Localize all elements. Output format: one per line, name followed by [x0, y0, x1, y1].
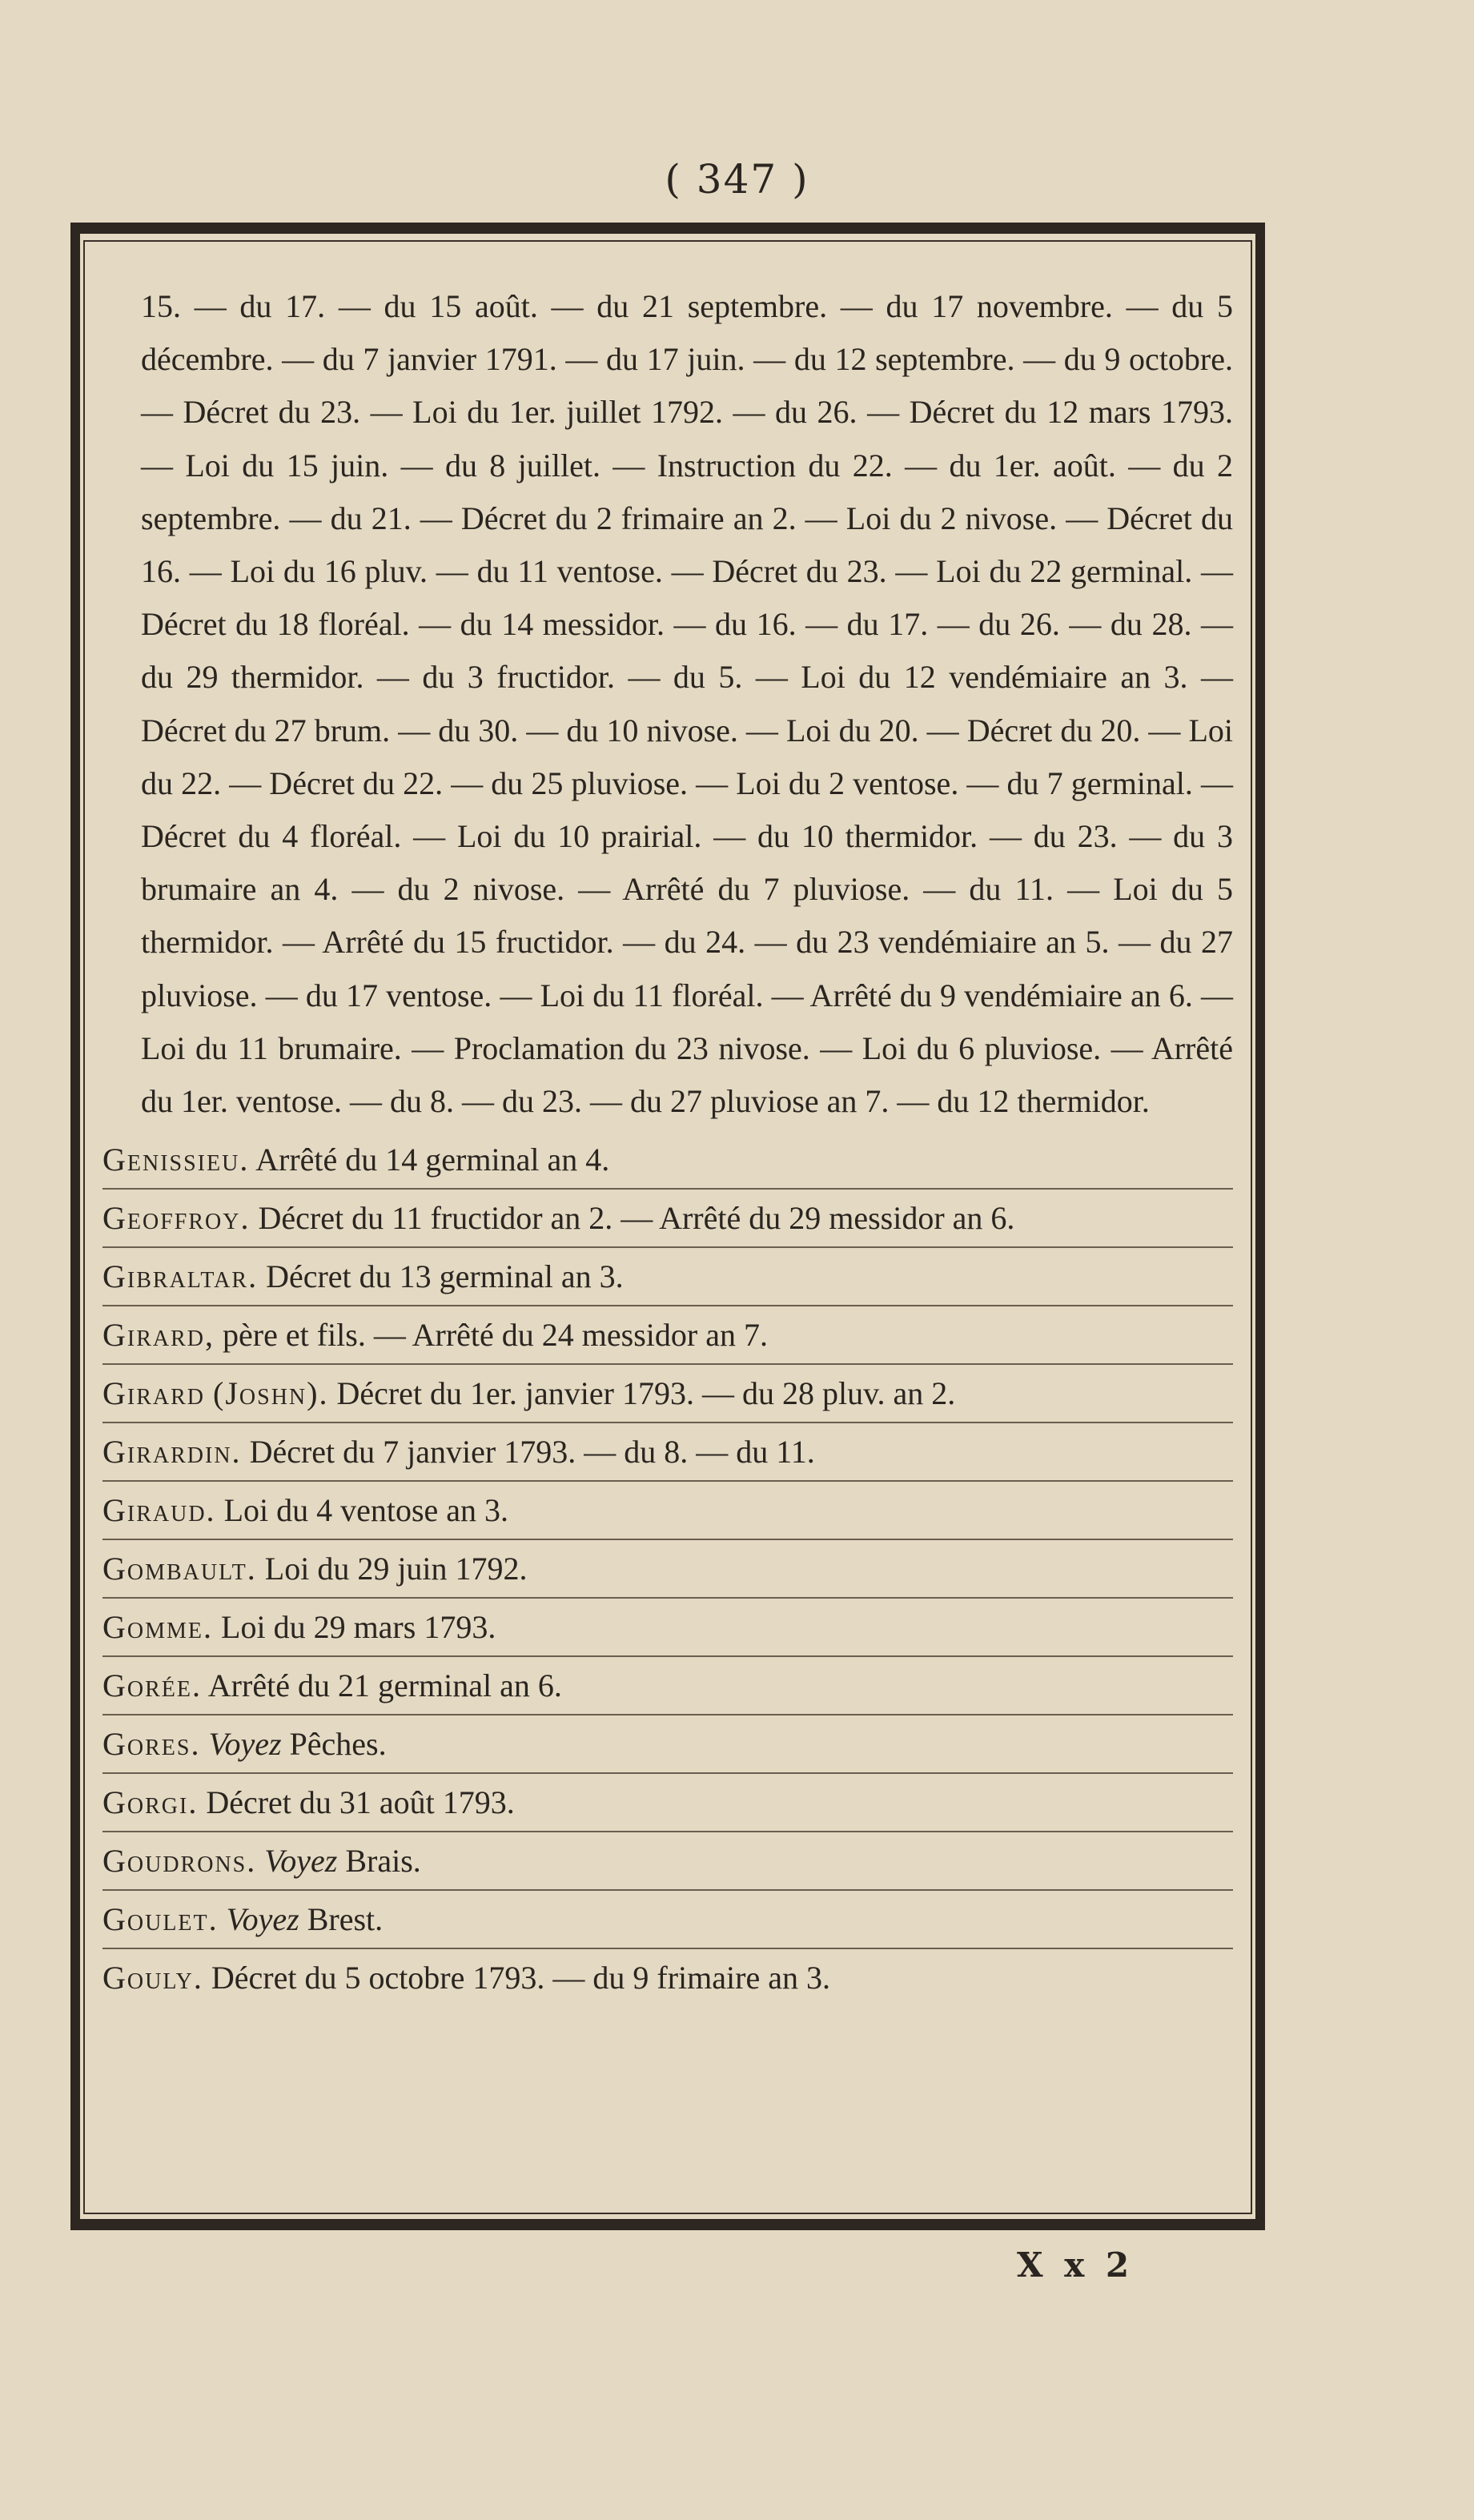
- index-entry: [102, 1188, 1233, 1246]
- entry-name: Gorgi.: [102, 1784, 199, 1821]
- index-entry: [102, 1948, 1233, 2006]
- index-entry: [102, 1246, 1233, 1305]
- entry-name-qualifier: (Joshn).: [213, 1375, 329, 1412]
- index-entry: [102, 1889, 1233, 1948]
- page-number: ( 347 ): [665, 156, 809, 203]
- entry-text: Arrêté du 21 germinal an 6.: [202, 1667, 562, 1704]
- entry-name: Goulet.: [102, 1901, 219, 1938]
- entry-name: Genissieu.: [102, 1142, 250, 1178]
- index-entries: [102, 1131, 1233, 2006]
- index-entry: [102, 1480, 1233, 1539]
- cross-reference-label: Voyez: [264, 1843, 338, 1880]
- cross-reference-label: Voyez: [208, 1726, 282, 1763]
- entry-text: Pêches.: [281, 1726, 387, 1763]
- entry-name: Gouly.: [102, 1960, 203, 1996]
- index-entry: [102, 1597, 1233, 1655]
- entry-name: Girardin.: [102, 1434, 242, 1471]
- cross-reference-label: Voyez: [226, 1901, 299, 1938]
- entry-text: Décret du 13 germinal an 3.: [258, 1258, 624, 1295]
- entry-name: Girard: [102, 1375, 206, 1412]
- index-entry: [102, 1131, 1233, 1188]
- entry-text: Décret du 31 août 1793.: [198, 1784, 515, 1821]
- index-content: [102, 280, 1233, 2006]
- entry-text: Décret du 1er. janvier 1793. — du 28 pluv. an 2.: [328, 1375, 956, 1412]
- index-entry: [102, 1772, 1233, 1831]
- entry-text: Arrêté du 14 germinal an 4.: [249, 1142, 610, 1178]
- entry-name: Giraud.: [102, 1492, 216, 1529]
- entry-text: Loi du 29 juin 1792.: [256, 1551, 528, 1587]
- entry-name: Gombault.: [102, 1551, 257, 1587]
- entry-name: Gorée.: [102, 1667, 202, 1704]
- index-entry: [102, 1714, 1233, 1772]
- index-entry: [102, 1655, 1233, 1714]
- index-entry: [102, 1539, 1233, 1597]
- entry-text: Loi du 29 mars 1793.: [213, 1609, 496, 1646]
- entry-name: Gores.: [102, 1726, 201, 1763]
- signature-mark: X x 2: [1017, 2245, 1135, 2285]
- entry-text: Décret du 7 janvier 1793. — du 8. — du 11.: [241, 1434, 815, 1471]
- continuation-paragraph: 15. — du 17. — du 15 août. — du 21 septembre. — du 17 novembre. — du 5 décembre. — du 7 janvier 1791. — du 17 juin. — du 12 septembre. — du 9 octobre. — Décret du 23. — Loi du 1er. juillet 1792. — du 26. — Décret du 12 mars 1793. — Loi du 15 juin. — du 8 juillet. — Instruction du 22. — du 1er. août. — du 2 septembre. — du 21. — Décret du 2 frimaire an 2. — Loi du 2 nivose. — Décret du 16. — Loi du 16 pluv. — du 11 ventose. — Décret du 23. — Loi du 22 germinal. — Décret du 18 floréal. — du 14 messidor. — du 16. — du 17. — du 26. — du 28. — du 29 thermidor. — du 3 fructidor. — du 5. — Loi du 12 vendémiaire an 3. — Décret du 27 brum. — du 30. — du 10 nivose. — Loi du 20. — Décret du 20. — Loi du 22. — Décret du 22. — du 25 pluviose. — Loi du 2 ventose. — du 7 germinal. — Décret du 4 floréal. — Loi du 10 prairial. — du 10 thermidor. — du 23. — du 3 brumaire an 4. — du 2 nivose. — Arrêté du 7 pluviose. — du 11. — Loi du 5 thermidor. — Arrêté du 15 fructidor. — du 24. — du 23 vendémiaire an 5. — du 27 pluviose. — du 17 ventose. — Loi du 11 floréal. — Arrêté du 9 vendémiaire an 6. — Loi du 11 brumaire. — Proclamation du 23 nivose. — Loi du 6 pluviose. — Arrêté du 1er. ventose. — du 8. — du 23. — du 27 pluviose an 7. — du 12 thermidor.: [141, 288, 1233, 1120]
- entry-text: Brais.: [337, 1843, 421, 1880]
- entry-name: Girard,: [102, 1317, 215, 1354]
- entry-name: Gibraltar.: [102, 1258, 259, 1295]
- entry-text: Brest.: [299, 1901, 384, 1938]
- index-entry: [102, 1305, 1233, 1363]
- entry-name: Gomme.: [102, 1609, 214, 1646]
- entry-name: Goudrons.: [102, 1843, 257, 1880]
- entry-name: Geoffroy.: [102, 1200, 251, 1237]
- entry-text: Décret du 5 octobre 1793. — du 9 frimaire an 3.: [203, 1960, 830, 1996]
- index-entry: [102, 1831, 1233, 1889]
- index-entry: [102, 1363, 1233, 1422]
- entry-text: Décret du 11 fructidor an 2. — Arrêté du 29 messidor an 6.: [250, 1200, 1015, 1237]
- entry-text: père et fils. — Arrêté du 24 messidor an 7.: [215, 1317, 768, 1354]
- entry-text: Loi du 4 ventose an 3.: [215, 1492, 509, 1529]
- index-entry: [102, 1422, 1233, 1480]
